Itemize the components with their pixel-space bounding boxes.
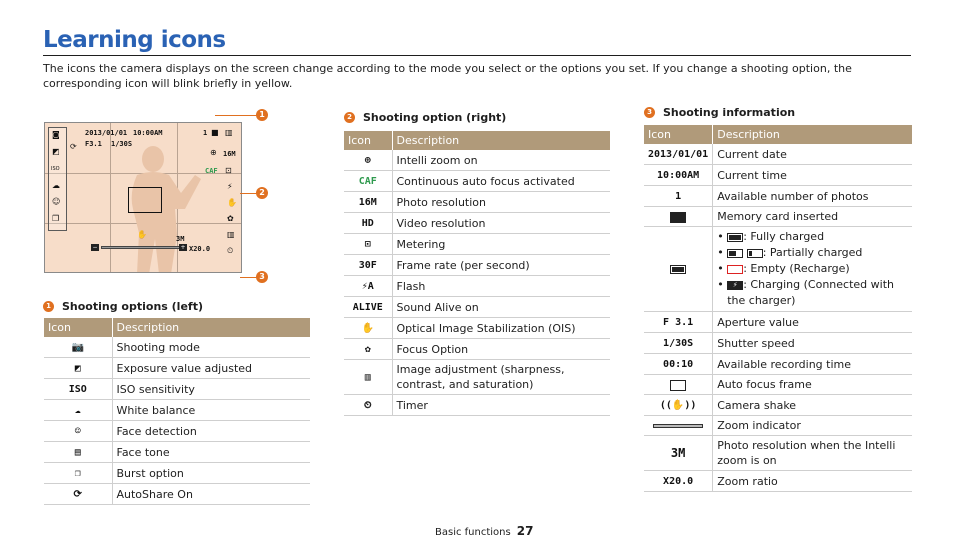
list-item [717, 229, 908, 245]
callout-3: 3 [256, 271, 268, 283]
description-text: Available number of photos [717, 189, 869, 203]
flash-icon: ⚡A [361, 281, 374, 292]
icon-cell [644, 207, 713, 227]
description-cell [713, 354, 912, 375]
description-cell [713, 375, 912, 395]
icon-cell [644, 436, 713, 471]
table-row [344, 276, 610, 297]
battery-icon [670, 265, 686, 274]
description-text: Flash [396, 279, 426, 293]
description-cell [112, 400, 310, 421]
battery-low-icon [747, 249, 763, 258]
time-icon: 10:00AM [657, 170, 700, 181]
intelli-zoom-icon: ⊕ [210, 148, 217, 157]
icon-cell [644, 333, 713, 354]
table-row [44, 421, 310, 442]
face-detection-icon: ☺ [52, 197, 61, 206]
icon-cell [344, 192, 392, 213]
icon-cell [344, 255, 392, 276]
table-row [644, 165, 912, 186]
screen-resolution: 16M [223, 150, 236, 158]
description-cell [713, 471, 912, 492]
icon-cell [44, 379, 112, 400]
zoom-indicator-icon [653, 424, 703, 428]
shutter-icon: 1/30S [663, 338, 694, 349]
section-title: Shooting options (left) [62, 300, 203, 313]
screen-date: 2013/01/01 [85, 129, 128, 137]
memory-card-icon: ■ [211, 128, 219, 137]
table-row [44, 442, 310, 463]
page-number: 27 [516, 524, 534, 538]
right-icons-table [644, 125, 912, 492]
cloud-icon: ☁ [74, 405, 81, 416]
tulip-icon: ✿ [364, 344, 371, 355]
description-text: Current date [717, 147, 787, 161]
intelli-zoom-icon: ⊕ [364, 155, 371, 166]
col-header-icon: Icon [344, 131, 392, 150]
section-heading-left [43, 300, 203, 313]
screen-shots: 1 [203, 129, 208, 137]
description-cell [392, 150, 610, 171]
callout-line [215, 115, 257, 116]
memory-card-icon [670, 212, 686, 223]
description-cell [713, 436, 912, 471]
description-text: Current time [717, 168, 787, 182]
icon-cell [644, 312, 713, 333]
table-row [44, 484, 310, 505]
description-cell [713, 207, 912, 227]
table-row [344, 339, 610, 360]
description-cell [112, 358, 310, 379]
description-cell [112, 484, 310, 505]
description-text: AutoShare On [116, 487, 193, 501]
hd-icon: HD [361, 218, 374, 229]
battery-status-list [717, 229, 908, 309]
description-text: ISO sensitivity [116, 382, 195, 396]
icon-cell [644, 416, 713, 436]
description-text: Frame rate (per second) [396, 258, 530, 272]
metering-icon: ⊡ [364, 239, 371, 250]
photo-resolution-icon: 16M [358, 197, 377, 208]
battery-status-text: : Charging (Connected with the charger) [727, 278, 894, 307]
icon-cell [44, 421, 112, 442]
flash-icon: ⚡ [227, 182, 233, 191]
table-row [344, 255, 610, 276]
rec-time-icon: 00:10 [663, 359, 694, 370]
icon-cell [644, 354, 713, 375]
description-cell [392, 318, 610, 339]
description-cell [112, 463, 310, 484]
callout-line [240, 277, 257, 278]
count-icon: 1 [675, 191, 682, 202]
description-cell [713, 395, 912, 416]
description-cell [713, 416, 912, 436]
table-row [344, 318, 610, 339]
col-header-icon: Icon [44, 318, 112, 337]
icon-cell [344, 234, 392, 255]
exposure-icon: ◩ [52, 147, 60, 156]
ois-icon: ✋ [361, 323, 374, 334]
table-row [644, 375, 912, 395]
description-text: Shutter speed [717, 336, 795, 350]
page-title: Learning icons [43, 27, 226, 53]
aperture-icon: F 3.1 [663, 317, 694, 328]
screen-aperture: F3.1 [85, 140, 102, 148]
left-icons-table [44, 318, 310, 505]
icon-cell [344, 339, 392, 360]
description-cell [713, 186, 912, 207]
description-text: Focus Option [396, 342, 469, 356]
camera-shake-icon: ✋ [137, 230, 147, 239]
sound-alive-icon: ALIVE [352, 302, 383, 313]
description-text: Shooting mode [116, 340, 200, 354]
icon-cell [44, 400, 112, 421]
table-row [644, 333, 912, 354]
camera-screen-illustration [44, 122, 242, 273]
section-heading-middle [344, 111, 506, 124]
timer-icon: ⏲ [363, 400, 372, 411]
description-cell [392, 360, 610, 395]
description-text: Memory card inserted [717, 210, 839, 223]
screen-photo-res: 3M [176, 235, 185, 243]
battery-charging-icon: ⚡ [727, 281, 743, 290]
zoom-ratio-icon: X20.0 [663, 476, 694, 487]
table-row [344, 297, 610, 318]
battery-empty-icon [727, 265, 743, 274]
icon-cell [644, 165, 713, 186]
table-row [644, 416, 912, 436]
screen-zoom: X20.0 [189, 245, 211, 253]
col-header-description: Description [112, 318, 310, 337]
description-cell [112, 421, 310, 442]
footer-section: Basic functions [435, 527, 511, 538]
description-text: Photo resolution when the Intelli zoom is on [717, 439, 896, 467]
icon-cell [644, 375, 713, 395]
table-row [44, 337, 310, 358]
description-text: Aperture value [717, 315, 799, 329]
table-row [44, 463, 310, 484]
description-cell [392, 339, 610, 360]
icon-cell [644, 227, 713, 312]
battery-status-text: : Fully charged [743, 230, 825, 243]
description-text: White balance [116, 403, 196, 417]
section-number: 1 [43, 301, 54, 312]
description-cell [112, 442, 310, 463]
table-row [344, 150, 610, 171]
icon-cell [344, 395, 392, 416]
section-title: Shooting information [663, 106, 796, 119]
burst-icon: ❐ [74, 468, 81, 479]
description-text: Metering [396, 237, 446, 251]
icon-cell [44, 484, 112, 505]
description-text: Burst option [116, 466, 184, 480]
callout-2: 2 [256, 187, 268, 199]
description-text: Auto focus frame [717, 378, 812, 391]
list-item [717, 261, 908, 277]
col-header-description: Description [392, 131, 610, 150]
metering-icon: ⊡ [225, 166, 232, 175]
callout-1: 1 [256, 109, 268, 121]
timer-icon: ⏲ [227, 246, 234, 255]
description-text: Sound Alive on [396, 300, 479, 314]
description-cell [392, 395, 610, 416]
date-icon: 2013/01/01 [648, 149, 709, 160]
battery-full-icon [727, 233, 743, 242]
table-row [44, 379, 310, 400]
battery-status-text: : Partially charged [762, 246, 863, 259]
description-cell [392, 234, 610, 255]
icon-cell [44, 358, 112, 379]
col-header-icon: Icon [644, 125, 713, 144]
section-number: 3 [644, 107, 655, 118]
icon-cell [644, 144, 713, 165]
table-row [644, 144, 912, 165]
burst-icon: ❐ [52, 214, 60, 223]
battery-icon: ▥ [225, 128, 233, 137]
face-detection-icon: ☺ [74, 426, 81, 437]
icon-cell [344, 276, 392, 297]
table-row [644, 395, 912, 416]
table-row [44, 358, 310, 379]
battery-partial-icon [727, 249, 743, 258]
image-adjust-icon: ▥ [227, 230, 235, 239]
list-item [717, 245, 908, 261]
description-text: Face detection [116, 424, 197, 438]
section-heading-right [644, 106, 795, 119]
description-cell [713, 144, 912, 165]
description-text: Intelli zoom on [396, 153, 478, 167]
description-text: Camera shake [717, 398, 797, 412]
image-adjust-icon: ▥ [364, 372, 371, 383]
icon-cell [344, 318, 392, 339]
description-cell [112, 337, 310, 358]
middle-icons-table [344, 131, 610, 416]
description-cell [392, 255, 610, 276]
section-number: 2 [344, 112, 355, 123]
icon-cell [344, 360, 392, 395]
table-row [344, 192, 610, 213]
icon-cell [644, 395, 713, 416]
icon-cell [344, 213, 392, 234]
exposure-icon: ◩ [74, 363, 81, 374]
af-frame [128, 187, 162, 213]
icon-cell [644, 471, 713, 492]
table-row [344, 171, 610, 192]
description-text: Available recording time [717, 357, 852, 371]
screen-time: 10:00AM [133, 129, 163, 137]
face-tone-icon: ▤ [74, 447, 81, 458]
description-text: Zoom ratio [717, 474, 778, 488]
description-text: Video resolution [396, 216, 486, 230]
description-cell [392, 213, 610, 234]
description-text: Image adjustment (sharpness, contrast, and saturation) [396, 363, 565, 391]
zoom-in-icon: + [180, 244, 186, 251]
caf-icon: CAF [358, 176, 377, 187]
icon-cell [44, 463, 112, 484]
description-cell [392, 276, 610, 297]
col-header-description: Description [713, 125, 912, 144]
icon-cell [44, 442, 112, 463]
af-frame-icon [670, 380, 686, 391]
table-row [44, 400, 310, 421]
table-row [644, 186, 912, 207]
camera-shake-icon: ((✋)) [659, 400, 697, 411]
description-cell [112, 379, 310, 400]
callout-line [240, 193, 257, 194]
icon-cell [344, 150, 392, 171]
intro-paragraph: The icons the camera displays on the screen change according to the mode you select or the options you set. If you change a shooting option, the corresponding icon will blink briefly in yellow. [43, 62, 852, 90]
description-text: Face tone [116, 445, 170, 459]
section-title: Shooting option (right) [363, 111, 507, 124]
camera-mode-icon: 📷 [71, 342, 84, 353]
table-row [644, 312, 912, 333]
table-row [344, 234, 610, 255]
screen-caf: CAF [205, 167, 218, 175]
icon-cell [44, 337, 112, 358]
table-row [644, 227, 912, 312]
description-cell [392, 192, 610, 213]
icon-cell [644, 186, 713, 207]
ois-icon: ✋ [227, 198, 237, 207]
table-row [644, 471, 912, 492]
cloud-icon: ☁ [52, 181, 60, 190]
description-cell [713, 165, 912, 186]
autoshare-icon: ⟳ [73, 489, 82, 500]
table-row [344, 360, 610, 395]
zoom-out-icon: − [92, 244, 98, 251]
camera-mode-icon: ◙ [52, 130, 60, 139]
page-footer [435, 524, 533, 538]
description-text: Optical Image Stabilization (OIS) [396, 321, 576, 335]
iso-icon: ISO [51, 166, 60, 172]
table-row [344, 213, 610, 234]
icon-cell [344, 297, 392, 318]
zoom-bar [101, 246, 181, 249]
icon-cell [344, 171, 392, 192]
tulip-icon: ✿ [227, 214, 234, 223]
description-cell [392, 171, 610, 192]
table-row [644, 354, 912, 375]
table-row [644, 436, 912, 471]
table-row [344, 395, 610, 416]
frame-rate-icon: 30F [358, 260, 377, 271]
description-text: Timer [396, 398, 428, 412]
description-text: Continuous auto focus activated [396, 174, 575, 188]
battery-status-text: : Empty (Recharge) [743, 262, 850, 275]
description-cell [713, 312, 912, 333]
title-divider [43, 55, 911, 56]
left-icons-panel [48, 127, 67, 231]
table-row [644, 207, 912, 227]
iso-icon: ISO [68, 384, 87, 395]
list-item [717, 277, 908, 309]
screen-shutter: 1/30S [111, 140, 133, 148]
description-cell [713, 227, 912, 312]
description-cell [713, 333, 912, 354]
description-cell [392, 297, 610, 318]
description-text: Photo resolution [396, 195, 486, 209]
description-text: Zoom indicator [717, 419, 801, 432]
description-text: Exposure value adjusted [116, 361, 253, 375]
autoshare-icon: ⟳ [70, 142, 77, 151]
resolution-3m-icon: 3M [670, 445, 686, 460]
